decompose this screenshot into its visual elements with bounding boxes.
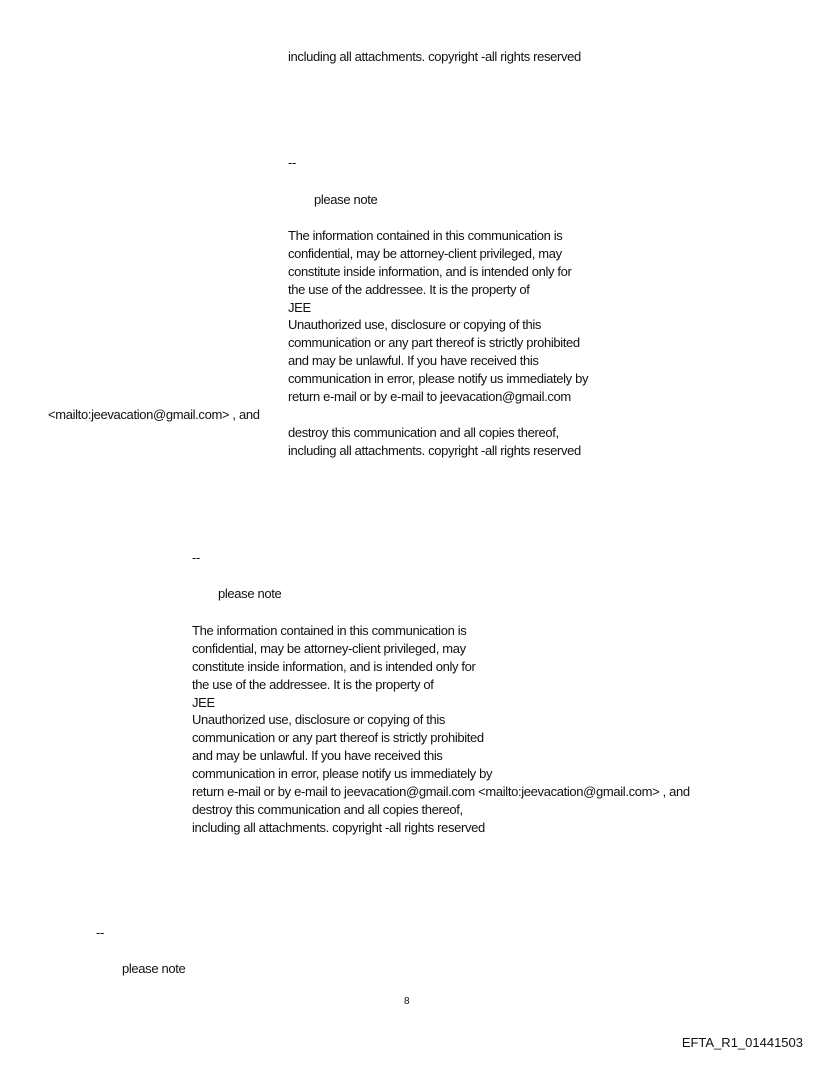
please-note-heading: please note	[122, 961, 186, 976]
top-fragment-line: including all attachments. copyright -all rights reserved	[288, 49, 581, 64]
notice-line: The information contained in this communication is	[288, 228, 563, 243]
notice-line: communication in error, please notify us immediately by	[192, 766, 493, 782]
notice-line: constitute inside information, and is intended only for	[192, 658, 476, 674]
notice-line: confidential, may be attorney-client privileged, may	[192, 640, 466, 656]
notice-line-outdented: <mailto:jeevacation@gmail.com> , and	[48, 406, 260, 422]
notice-line: Unauthorized use, disclosure or copying of this	[288, 317, 542, 333]
notice-line: the use of the addressee. It is the property of	[288, 281, 530, 297]
page-number: 8	[404, 996, 410, 1007]
notice-line: including all attachments. copyright -all rights reserved	[192, 819, 485, 835]
notice-line: destroy this communication and all copies thereof,	[288, 424, 559, 440]
notice-line: destroy this communication and all copies thereof,	[192, 801, 463, 817]
notice-line: constitute inside information, and is intended only for	[288, 263, 572, 279]
notice-line: the use of the addressee. It is the property of	[192, 676, 434, 692]
notice-line: communication or any part thereof is strictly prohibited	[192, 730, 484, 746]
notice-line: JEE	[288, 299, 311, 315]
notice-line: communication in error, please notify us immediately by	[288, 371, 589, 387]
notice-line: Unauthorized use, disclosure or copying of this	[192, 712, 446, 728]
separator: --	[96, 925, 104, 940]
separator: --	[288, 155, 296, 170]
notice-line: The information contained in this communication is	[192, 623, 467, 638]
separator: --	[192, 550, 200, 565]
please-note-heading: please note	[218, 586, 282, 601]
notice-line: and may be unlawful. If you have received this	[288, 353, 539, 369]
notice-line: confidential, may be attorney-client privileged, may	[288, 245, 562, 261]
notice-line: communication or any part thereof is strictly prohibited	[288, 335, 580, 351]
please-note-heading: please note	[314, 192, 378, 207]
confidentiality-notice	[48, 227, 589, 460]
confidentiality-notice	[192, 622, 690, 837]
notice-line: return e-mail or by e-mail to jeevacation@gmail.com <mailto:jeevacation@gmail.com> , and	[192, 784, 690, 800]
notice-line: return e-mail or by e-mail to jeevacation@gmail.com	[288, 389, 571, 405]
document-id: EFTA_R1_01441503	[681, 1035, 803, 1050]
notice-line: including all attachments. copyright -all rights reserved	[288, 442, 581, 458]
notice-line: JEE	[192, 694, 215, 710]
notice-line: and may be unlawful. If you have received this	[192, 748, 443, 764]
